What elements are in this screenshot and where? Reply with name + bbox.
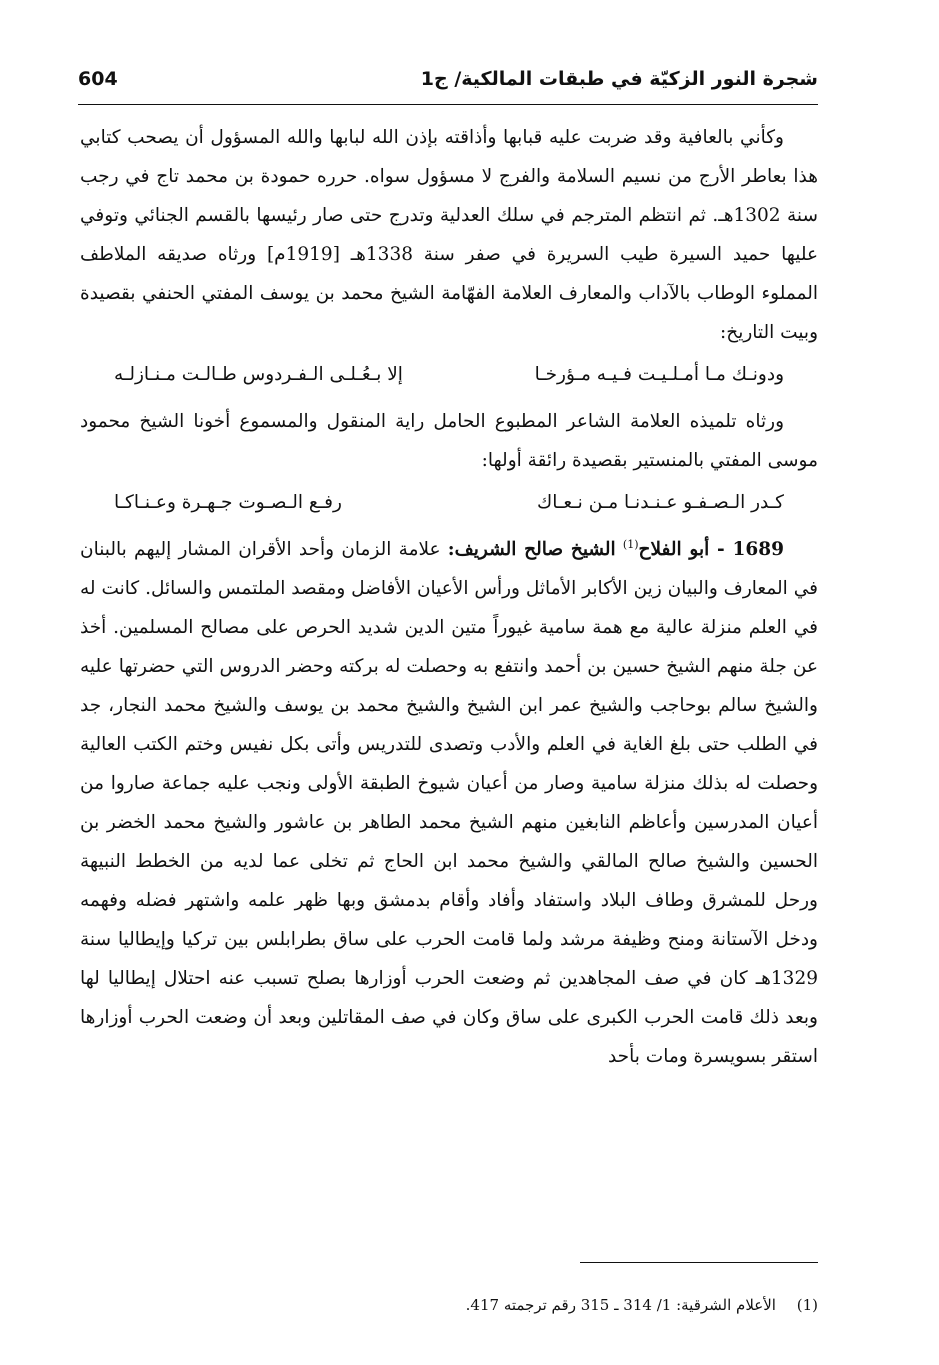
entry-body: علامة الزمان وأحد الأقران المشار إليهم بالبنان في المعارف والبيان زين الأكابر الأماثل ورأس الأعيان الأفاضل ومقصد الملتمس والسائل. كانت له في العلم منزلة عالية مع همة سامية غيوراً متين الدين شديد الحرص على مصالح المسلمين. أخذ عن جلة منهم الشيخ حسين بن أحمد وانتفع به وحصلت له بركته وحضر الدروس التي حضرتها عليه والشيخ سالم بوحاجب والشيخ عمر ابن الشيخ والشيخ محمد بن يوسف والشيخ محمد النجار، جد في الطلب حتى بلغ الغاية في العلم والأدب وتصدى للتدريس وأتى بكل نفيس وختم الكتب العالية وحصلت له بذلك منزلة سامية وصار من أعيان شيوخ الطبقة الأولى ونجب عليه جماعة صاروا من أعيان المدرسين وأعاظم النابغين منهم الشيخ محمد الطاهر بن عاشور والشيخ محمد الخضر بن الحسين والشيخ صالح المالقي والشيخ محمد ابن الحاج ثم تخلى عما لديه من الخطط النبيهة ورحل للمشرق وطاف البلاد واستفاد وأفاد وأقام بدمشق وبها ظهر علمه واشتهر فضله وفهمه ودخل الآستانة ومنح وظيفة مرشد ولما قامت الحرب على ساق بطرابلس بين تركيا وإيطاليا سنة 1329هـ كان في صف المجاهدين ثم وضعت الحرب أوزارها بصلح تسبب عنه احتلال إيطاليا لها وبعد ذلك قامت الحرب الكبرى على ساق وكان في صف المقاتلين وبعد أن وضعت الحرب أوزارها استقر بسويسرة ومات بأحد (80, 539, 818, 1067)
footnote (80, 1296, 818, 1314)
verse-second-hemistich: رفـع الـصـوت جـهـرة وعـنـاكـا (114, 492, 342, 513)
paragraph-elegy: ورثاه تلميذه العلامة الشاعر المطبوع الحامل راية المنقول والمسموع أخونا الشيخ محمود موسى المفتي بالمنستير بقصيدة رائقة أولها: (80, 411, 818, 471)
running-header (78, 60, 818, 104)
footnote-reference[interactable]: (1) (622, 537, 639, 551)
verse-first-hemistich: كـدر الـصـفـو عـنـدنـا مـن نـعـاك (537, 492, 784, 513)
poem-verse (80, 355, 818, 394)
biography-entry: 1689 - أبو الفلاح$^{(1)}$ الشيخ صالح الشريف: علامة الزمان وأحد الأقران المشار إليهم بالبنان في المعارف والبيان زين الأكابر الأماثل ورأس الأعيان الأفاضل ومقصد الملتمس والسائل. كانت له في العلم منزلة عالية مع همة سامية غيوراً متين الدين شديد الحرص على مصالح المسلمين. أخذ عن جلة منهم الشيخ حسين بن أحمد وانتفع به وحصلت له بركته وحضر الدروس التي حضرتها عليه والشيخ سالم بوحاجب والشيخ عمر ابن الشيخ والشيخ محمد بن يوسف والشيخ محمد النجار، جد في الطلب حتى بلغ الغاية في العلم والأدب وتصدى للتدريس وأتى بكل نفيس وختم الكتب العالية وحصلت له بذلك منزلة سامية وصار من أعيان شيوخ الطبقة الأولى ونجب عليه جماعة صاروا من أعيان المدرسين وأعاظم النابغين منهم الشيخ محمد الطاهر بن عاشور والشيخ محمد الخضر بن الحسين والشيخ صالح المالقي والشيخ محمد ابن الحاج ثم تخلى عما لديه من الخطط النبيهة ورحل للمشرق وطاف البلاد واستفاد وأفاد وأقام بدمشق وبها ظهر علمه واشتهر فضله وفهمه ودخل الآستانة ومنح وظيفة مرشد ولما قامت الحرب على ساق بطرابلس بين تركيا وإيطاليا سنة 1329هـ كان في صف المجاهدين ثم وضعت الحرب أوزارها بصلح تسبب عنه احتلال إيطاليا لها وبعد ذلك قامت الحرب الكبرى على ساق وكان في صف المقاتلين وبعد أن وضعت الحرب أوزارها استقر بسويسرة ومات بأحد (80, 537, 818, 1067)
entry-title: الشيخ صالح الشريف: (447, 539, 616, 560)
main-text (80, 118, 818, 1076)
poem-verse (80, 483, 818, 522)
footnote-number: (1) (796, 1296, 818, 1314)
footnote-divider (580, 1262, 818, 1263)
paragraph-continued: وكأني بالعافية وقد ضربت عليه قبابها وأذاقته بإذن الله لبابها والله المسؤول أن يصحب كتابي هذا بعاطر الأرج من نسيم السلامة والفرج لا مسؤول سواه. حرره حمودة بن محمد تاج في رجب سنة 1302هـ. ثم انتظم المترجم في سلك العدلية وتدرج حتى صار رئيسها بالقسم الجنائي وتوفي عليها حميد السيرة طيب السريرة في صفر سنة 1338هـ [1919م] ورثاه صديقه الملاطف المملوء الوطاب بالآداب والمعارف العلامة الفهّامة الشيخ محمد بن يوسف المفتي الحنفي بقصيدة وبيت التاريخ: (80, 127, 818, 343)
page-number: 604 (78, 68, 118, 90)
header-divider (78, 104, 818, 105)
entry-name: أبو الفلاح (638, 539, 710, 560)
entry-number: 1689 (732, 539, 784, 560)
verse-second-hemistich: إلا بـعُـلـى الـفـردوس طـالـت مـنـازلـه (114, 364, 403, 385)
footnote-text: الأعلام الشرقية: 1/ 314 ـ 315 رقم ترجمته 417. (465, 1296, 776, 1314)
verse-first-hemistich: ودونـك مـا أمـلـيـت فـيـه مـؤرخـا (534, 364, 784, 385)
book-title-header: شجرة النور الزكيّة في طبقات المالكية/ ج1 (420, 68, 818, 90)
